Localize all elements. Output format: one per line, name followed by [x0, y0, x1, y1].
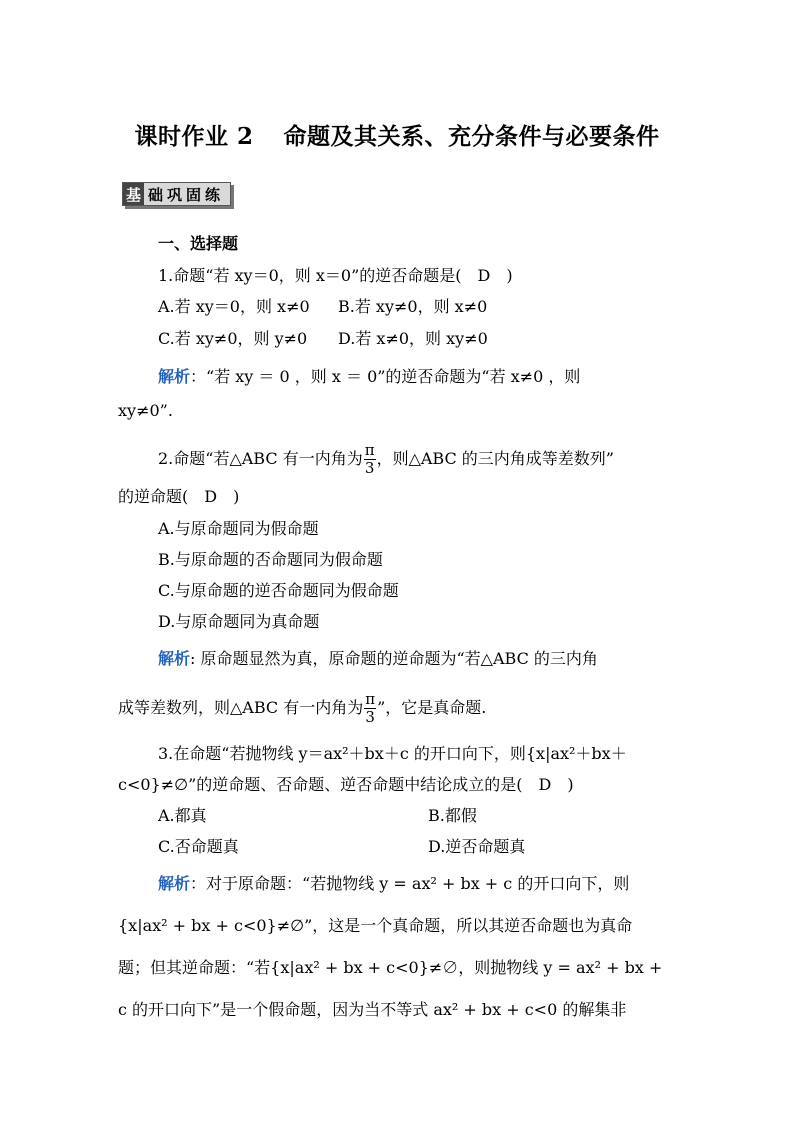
section-heading: 一、选择题: [158, 234, 239, 253]
q3-analysis-line3: 题；但其逆命题：“若{x|ax² + bx + c<0}≠∅，则抛物线 y = ax² + bx +: [118, 958, 663, 977]
q3-analysis-line1: [158, 873, 629, 895]
q3-analysis-line2: {x|ax² + bx + c<0}≠∅”，这是一个真命题，所以其逆否命题也为真命: [118, 916, 633, 935]
q1-analysis-line1: [158, 366, 580, 388]
q2-fraction-numerator: π: [364, 441, 375, 459]
q2-stem-line2: 的逆命题( D ): [118, 487, 240, 506]
title-topic: 命题及其关系、充分条件与必要条件: [283, 123, 660, 150]
q1-option-b: B.若 xy≠0，则 x≠0: [338, 297, 488, 316]
q3-option-c: C.否命题真: [158, 837, 239, 856]
q1-analysis-text1: ：“若 xy ＝ 0 ，则 x ＝ 0”的逆否命题为“若 x≠0 ，则: [190, 367, 581, 386]
q2-option-c: C.与原命题的逆否命题同为假命题: [158, 581, 399, 600]
q2-analysis-line2: [118, 692, 486, 725]
q2-option-b: B.与原命题的否命题同为假命题: [158, 550, 383, 569]
badge-label: 础巩固练: [148, 185, 225, 204]
section-badge: [122, 182, 231, 206]
q3-analysis-text1: ：对于原命题：“若抛物线 y = ax² + bx + c 的开口向下，则: [190, 874, 630, 893]
q2-option-a: A.与原命题同为假命题: [158, 519, 319, 538]
q2-fraction: [364, 443, 376, 476]
q1-option-a: A.若 xy＝0，则 x≠0: [158, 297, 310, 316]
q2-analysis-fraction-denominator: 3: [365, 708, 375, 726]
q2-analysis-text2b: ”，它是真命题.: [377, 698, 487, 717]
page-title: [0, 118, 794, 151]
q3-option-a: A.都真: [158, 806, 207, 825]
q2-option-d: D.与原命题同为真命题: [158, 612, 320, 631]
q1-option-d: D.若 x≠0，则 xy≠0: [338, 329, 488, 348]
q3-analysis-label: 解析: [158, 874, 191, 893]
q1-stem: 1.命题“若 xy＝0，则 x＝0”的逆否命题是( D ): [158, 266, 513, 285]
q3-stem-line1: 3.在命题“若抛物线 y＝ax²＋bx＋c 的开口向下，则{x|ax²＋bx＋: [158, 744, 627, 763]
q1-option-c: C.若 xy≠0，则 y≠0: [158, 329, 308, 348]
q1-analysis-label: 解析: [158, 367, 191, 386]
q2-analysis-fraction: [364, 692, 376, 725]
q3-stem-line2: c<0}≠∅”的逆命题、否命题、逆否命题中结论成立的是( D ): [118, 775, 574, 794]
q2-analysis-fraction-numerator: π: [365, 690, 376, 708]
q2-analysis-label: 解析: [158, 649, 191, 668]
q3-option-b: B.都假: [428, 806, 477, 825]
q3-option-d: D.逆否命题真: [428, 837, 526, 856]
q2-fraction-denominator: 3: [364, 459, 375, 477]
title-lesson: 课时作业 2: [134, 123, 254, 150]
q2-stem-a: 2.命题“若△ABC 有一内角为: [158, 449, 363, 468]
badge-first-char: 基: [123, 183, 144, 205]
q2-stem-b: ，则△ABC 的三内角成等差数列”: [376, 449, 614, 468]
q2-analysis-text2a: 成等差数列，则△ABC 有一内角为: [118, 698, 364, 717]
q3-analysis-line4: c 的开口向下”是一个假命题，因为当不等式 ax² + bx + c<0 的解集非: [118, 1000, 627, 1019]
q1-analysis-line2: xy≠0”.: [118, 401, 173, 420]
q2-stem-line1: [158, 443, 614, 476]
q2-analysis-text1: : 原命题显然为真，原命题的逆命题为“若△ABC 的三内角: [190, 649, 598, 668]
q2-analysis-line1: [158, 648, 598, 670]
